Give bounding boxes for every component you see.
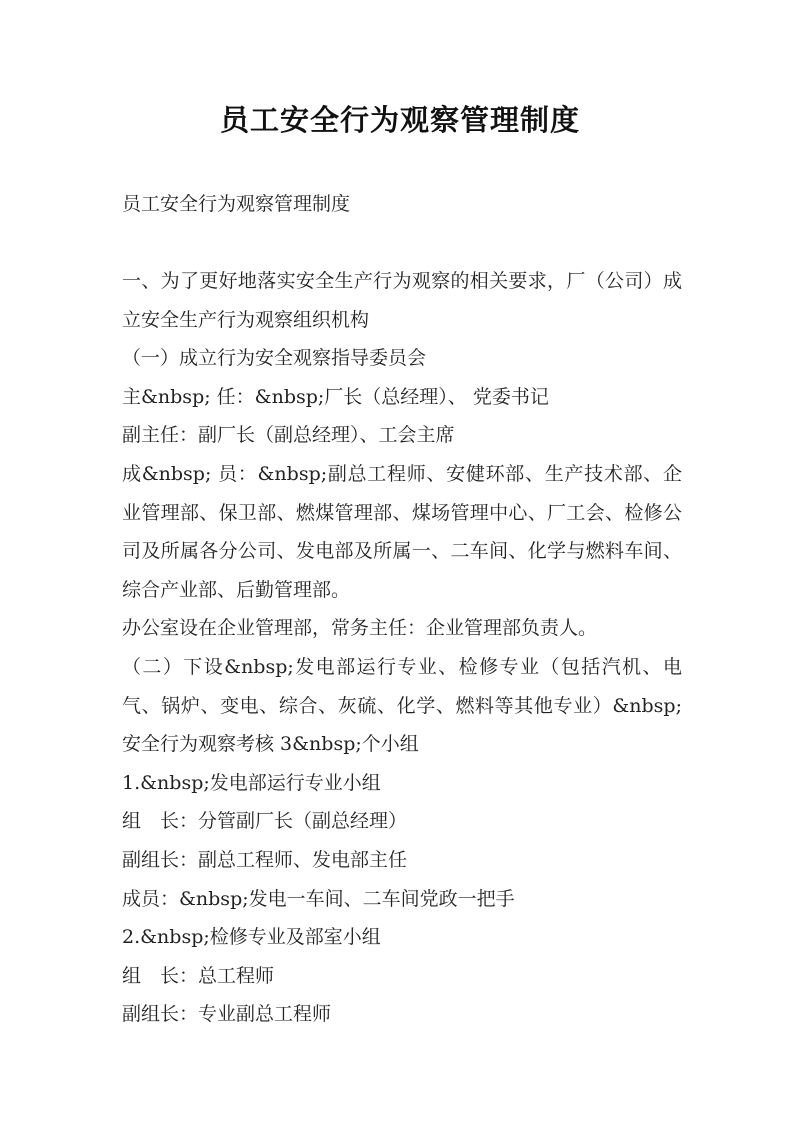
paragraph-group-2-heading: 2.&nbsp;检修专业及部室小组 <box>122 926 381 949</box>
paragraph-members: 成&nbsp; 员：&nbsp;副总工程师、安健环部、生产技术部、企业管理部、保卫部、燃煤管理部、煤场管理中心、厂工会、检修公司及所属各分公司、发电部及所属一、二车间、化学与燃料车间、综合产业部、后勤管理部。 <box>122 462 682 601</box>
paragraph-group-2-leader: 组 长：总工程师 <box>122 964 275 987</box>
document-subtitle: 员工安全行为观察管理制度 <box>122 193 351 215</box>
document-title: 员工安全行为观察管理制度 <box>219 103 580 137</box>
paragraph-group-1-leader: 组 长：分管副厂长（副总经理） <box>122 810 408 833</box>
paragraph-group-2-deputy: 副组长：专业副总工程师 <box>122 1003 332 1026</box>
paragraph-subgroups-heading: （二）下设&nbsp;发电部运行专业、检修专业（包括汽机、电气、锅炉、变电、综合、灰硫、化学、燃料等其他专业）&nbsp;安全行为观察考核 3&nbsp;个小组 <box>122 655 682 756</box>
paragraph-group-1-heading: 1.&nbsp;发电部运行专业小组 <box>122 771 381 794</box>
paragraph-purpose: 一、为了更好地落实安全生产行为观察的相关要求，厂（公司）成立安全生产行为观察组织机构 <box>122 270 682 331</box>
paragraph-group-1-members: 成员：&nbsp;发电一车间、二车间党政一把手 <box>122 887 515 910</box>
paragraph-committee-heading: （一）成立行为安全观察指导委员会 <box>122 347 427 370</box>
paragraph-deputy-director: 副主任：副厂长（副总经理）、工会主席 <box>122 424 455 447</box>
paragraph-group-1-deputy: 副组长：副总工程师、发电部主任 <box>122 848 408 871</box>
document-body <box>122 262 682 1034</box>
paragraph-office: 办公室设在企业管理部，常务主任：企业管理部负责人。 <box>122 617 598 640</box>
paragraph-director: 主&nbsp; 任：&nbsp;厂长（总经理）、 党委书记 <box>122 385 549 408</box>
